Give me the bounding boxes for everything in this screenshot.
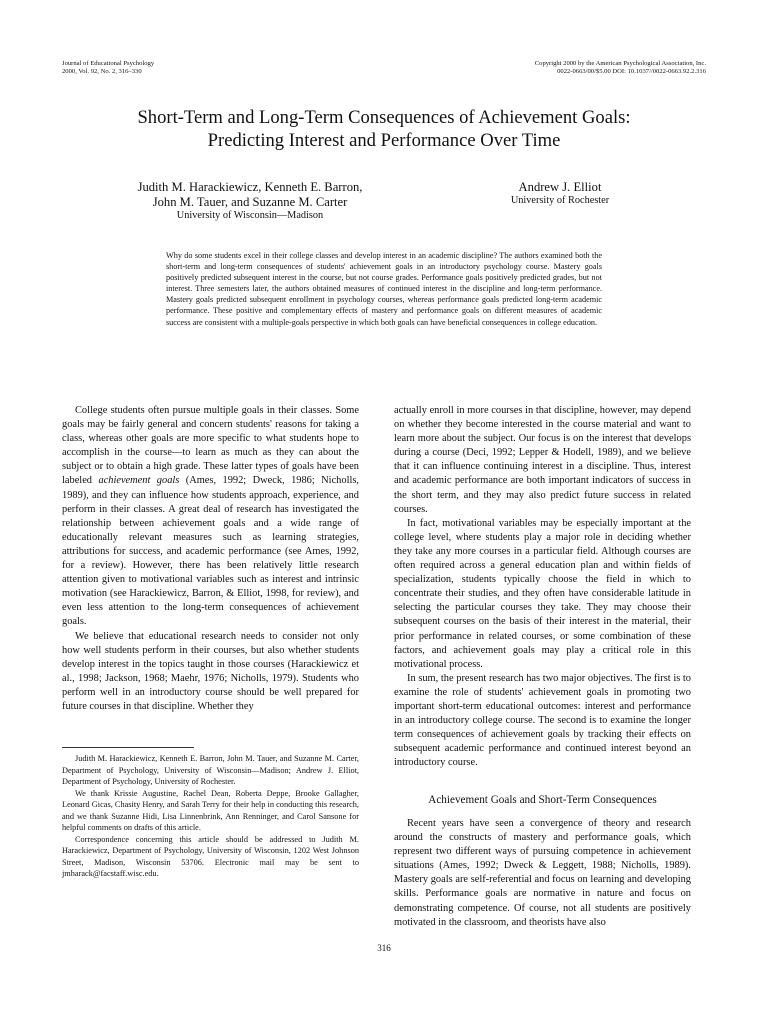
- paragraph-4: In fact, motivational variables may be especially important at the college level, where students play a major role in deciding whether they take any more courses in a particular field. Although courses are often required across a general education plan and within fields of specialization, students typically choose the field in which to concentrate their studies, and they often have considerable latitude in selecting the particular courses they take. They may choose their subsequent courses on the basis of their interest in the material, their prior performance in related courses, or some combination of these factors, and achievement goals may play a critical role in this motivational process.: [394, 517, 691, 670]
- body-column-right: [394, 404, 691, 770]
- paper-title: [60, 106, 708, 152]
- author-affiliation-right: University of Rochester: [510, 195, 610, 206]
- copyright-notice: [535, 60, 706, 76]
- body-column-right-lower: [394, 817, 691, 930]
- paragraph-1-text-a: College students often pursue multiple goals in their classes. Some goals may be fairly general and concern students' reasons for taking a class, whereas other goals are more specific to what students hope to accomplish in the course—to learn as much as they can about the subject or to obtain a high grade. These latter types of goals have been labeled: [62, 405, 359, 487]
- title-line-2: Predicting Interest and Performance Over Time: [207, 130, 561, 151]
- term-achievement-goals: achievement goals: [98, 475, 180, 487]
- author-names-2: John M. Tauer, and Suzanne M. Carter: [152, 195, 348, 209]
- abstract: Why do some students excel in their college classes and develop interest in an academic discipline? The authors examined both the short-term and long-term consequences of students' achievement goals in an introductory psychology course. Mastery goals positively predicted subsequent interest in the course, but not course grades. Performance goals positively predicted grades, but not interest. Three semesters later, the authors obtained measures of continued interest in the discipline and long-term performance. Mastery goals predicted subsequent enrollment in psychology courses, whereas performance goals predicted long-term academic performance. These positive and complementary effects of mastery and performance goals on different measures of academic success are consistent with a multiple-goals perspective in which both goals can have beneficial consequences in college education.: [166, 251, 602, 327]
- footnote-divider: [62, 747, 194, 748]
- paragraph-5: In sum, the present research has two major objectives. The first is to examine the role of students' achievement goals in promoting two important short-term educational outcomes: interest and performance in an introductory college course. The second is to examine the longer term consequences of achievement goals by tracking their effects on subsequent academic performance and continued interest beyond an introductory course.: [394, 672, 691, 769]
- paragraph-6: Recent years have seen a convergence of theory and research around the constructs of mastery and performance goals, which represent two different ways of pursuing competence in achievement situations (Ames, 1992; Dweck & Leggett, 1988; Nicholls, 1989). Mastery goals are self-referential and focus on learning and developing skills. Performance goals are normative in nature and focus on demonstrating competence. Of course, not all students are positively motivated in the classroom, and theorists have also: [394, 818, 691, 928]
- paragraph-1: [62, 404, 359, 630]
- journal-name: Journal of Educational Psychology: [62, 60, 155, 67]
- footnote-acknowledgments: We thank Krissie Augustine, Rachel Dean, Roberta Deppe, Brooke Gallagher, Leonard Gicas, Chasity Henry, and Sarah Terry for their help in conducting this research, and we thank Suzanne Hidi, Lisa Linnenbrink, Ann Renninger, and Carol Sansone for helpful comments on drafts of this article.: [62, 788, 359, 832]
- title-line-1: Short-Term and Long-Term Consequences of Achievement Goals:: [137, 107, 631, 128]
- doi-line: 0022-0663/00/$5.00 DOI: 10.1037//0022-0663.92.2.316: [557, 68, 706, 75]
- body-column-left: [62, 404, 359, 714]
- paragraph-1-text-b: (Ames, 1992; Dweck, 1986; Nicholls, 1989), and they can influence how students approach, experience, and perform in their classes. A great deal of research has investigated the relationship between achievement goals and a wide range of educationally relevant measures such as learning strategies, attributions for success, and academic performance (see Ames, 1992, for a review). However, there has been relatively little research attention given to motivational variables such as interest and intrinsic motivation (see Harackiewicz, Barron, & Elliot, 1998, for review), and even less attention to the long-term consequences of achievement goals.: [62, 475, 359, 628]
- section-heading: Achievement Goals and Short-Term Consequences: [428, 794, 657, 806]
- paragraph-3: actually enroll in more courses in that discipline, however, may depend on whether they become interested in the course material and want to learn more about the subject. Our focus is on the interest that develops during a course (Deci, 1992; Lepper & Hodell, 1989), and we believe that it can influence continuing interest in a discipline. Thus, interest and academic performance are both important indicators of success in the short term, and they may also predict future success in related courses.: [394, 405, 691, 515]
- footnote-correspondence: Correspondence concerning this article should be addressed to Judith M. Harackiewicz, Department of Psychology, University of Wisconsin, 1202 West Johnson Street, Madison, Wisconsin 53706. Electronic mail may be sent to jmharack@facstaff.wisc.edu.: [62, 834, 359, 878]
- journal-info: [62, 60, 154, 76]
- author-names-1: Judith M. Harackiewicz, Kenneth E. Barron,: [137, 180, 363, 194]
- footnote-affiliations: Judith M. Harackiewicz, Kenneth E. Barron, John M. Tauer, and Suzanne M. Carter, Department of Psychology, University of Wisconsin—Madison; Andrew J. Elliot, Department of Psychology, University of Rochester.: [62, 754, 359, 786]
- author-affiliation-left: University of Wisconsin—Madison: [176, 210, 324, 221]
- page-number: 316: [377, 943, 391, 953]
- journal-volume: 2000, Vol. 92, No. 2, 316–330: [62, 68, 142, 75]
- author-name-right: Andrew J. Elliot: [518, 180, 602, 194]
- copyright-line: Copyright 2000 by the American Psychological Association, Inc.: [534, 60, 706, 67]
- footnotes: [62, 753, 359, 880]
- author-block-left: [100, 180, 400, 222]
- author-block-right: [440, 180, 680, 207]
- paragraph-2: We believe that educational research needs to consider not only how well students perform in their courses, but also whether students develop interest in the topics taught in those courses (Harackiewicz et al., 1998; Jackson, 1968; Maehr, 1976; Nicholls, 1979). Students who perform well in an introductory course should be well prepared for future courses in that discipline. Whether they: [62, 630, 359, 712]
